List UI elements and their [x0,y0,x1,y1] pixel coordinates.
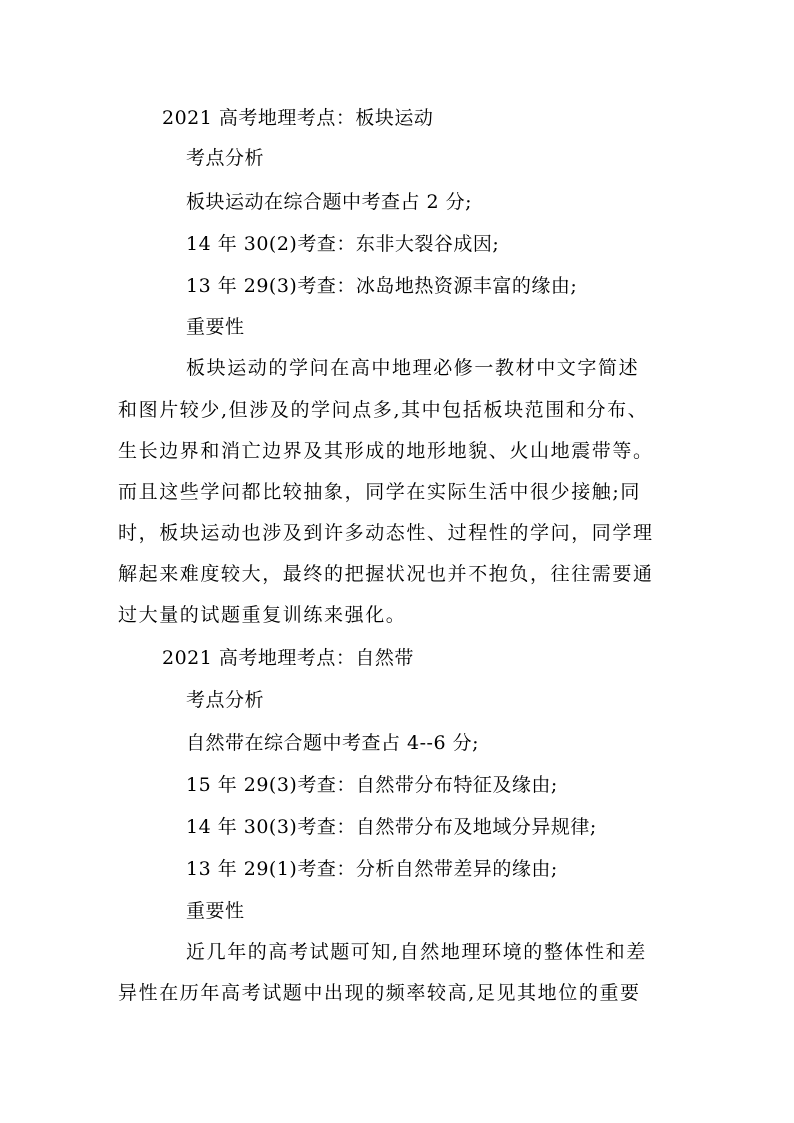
paragraph-line: 和图片较少,但涉及的学问点多,其中包括板块范围和分布、 [118,399,649,421]
paragraph-line: 生长边界和消亡边界及其形成的地形地貌、火山地震带等。 [118,440,654,462]
text-line: 自然带在综合题中考查占 4--6 分; [186,732,479,754]
paragraph-line: 异性在历年高考试题中出现的频率较高,足见其地位的重要 [118,982,641,1004]
paragraph-line: 近几年的高考试题可知,自然地理环境的整体性和差 [186,941,647,963]
section-heading-plate-motion: 2021 高考地理考点：板块运动 [162,107,434,129]
paragraph-line: 板块运动的学问在高中地理必修一教材中文字简述 [186,357,640,379]
paragraph-line: 而且这些学问都比较抽象，同学在实际生活中很少接触;同 [118,481,642,503]
subheading-importance: 重要性 [186,900,245,922]
text-line: 13 年 29(3)考查：冰岛地热资源丰富的缘由; [186,275,578,297]
text-line: 13 年 29(1)考查：分析自然带差异的缘由; [186,858,558,880]
text-line: 14 年 30(2)考查：东非大裂谷成因; [186,233,500,255]
section-heading-natural-zone: 2021 高考地理考点：自然带 [162,647,414,669]
subheading-exam-analysis: 考点分析 [186,147,265,169]
paragraph-line: 解起来难度较大，最终的把握状况也并不抱负，往往需要通 [118,563,654,585]
paragraph-line: 过大量的试题重复训练来强化。 [118,604,407,626]
text-line: 14 年 30(3)考查：自然带分布及地域分异规律; [186,816,597,838]
subheading-exam-analysis: 考点分析 [186,689,265,711]
subheading-importance: 重要性 [186,316,245,338]
text-line: 板块运动在综合题中考查占 2 分; [186,191,473,213]
paragraph-line: 时，板块运动也涉及到许多动态性、过程性的学问，同学理 [118,522,654,544]
text-line: 15 年 29(3)考查：自然带分布特征及缘由; [186,774,558,796]
